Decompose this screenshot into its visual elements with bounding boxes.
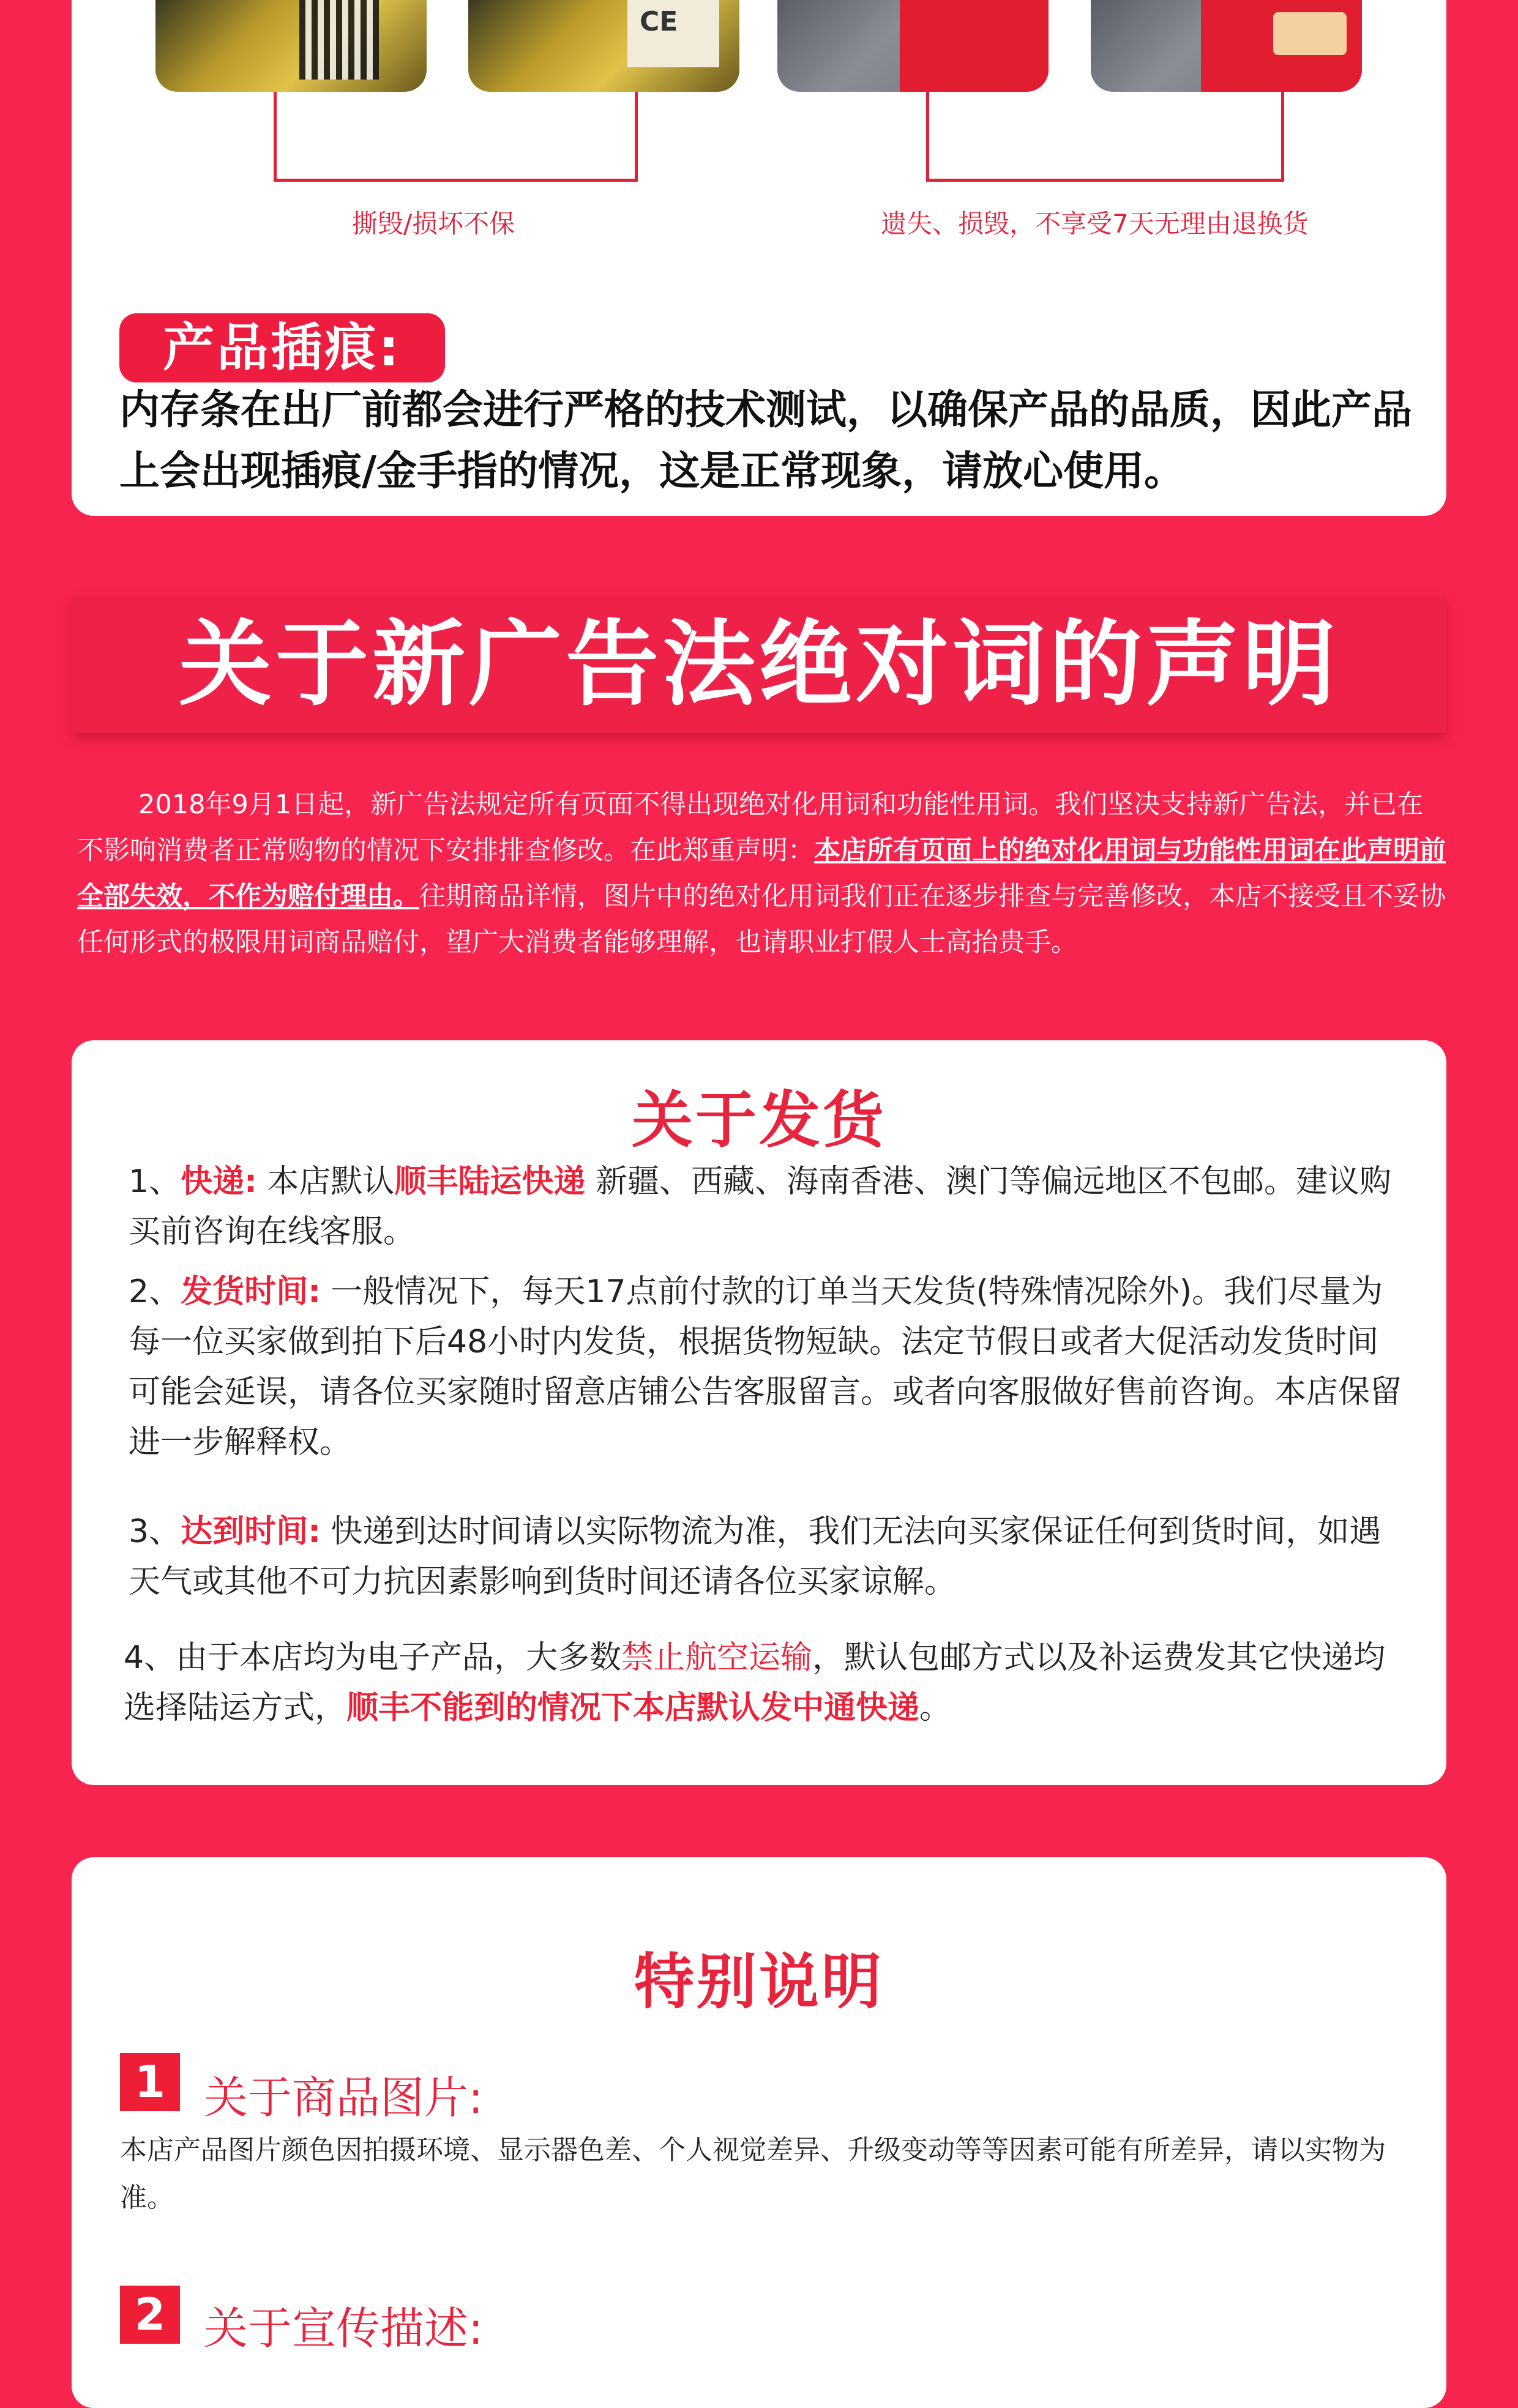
insertion-marks-badge: 产品插痕:: [119, 313, 445, 382]
section-number-2: 2: [120, 2286, 180, 2344]
statement-underlined: 本店所有页面上的绝对化用词与功能性用词在此声明前全部失效，不作为赔付理由。: [77, 835, 1446, 912]
item-text: 一般情况下，每天17点前付款的订单当天发货(特殊情况除外)。我们尽量为每一位买家做到拍下后48小时内发货，根据货物短缺。法定节假日或者大促活动发货时间可能会延误，请各位买家随时留意店铺公告客服留言。或者向客服做好售前咨询。本店保留进一步解释权。: [129, 1273, 1402, 1461]
item-text: 。: [919, 1690, 952, 1726]
item-number: 1、: [129, 1163, 181, 1200]
statement-part-1: 2018年9月1日起，新广告法规定所有页面不得出现绝对化用词和功能性用词。我们坚决支持新广告法，并已在不影响消费者正常购物的情况下安排排查修改。在此郑重声明：: [77, 789, 1424, 866]
ad-law-statement-title: 关于新广告法绝对词的声明: [72, 597, 1446, 732]
red-package-image: [900, 0, 1049, 92]
section-number-1: 1: [120, 2053, 180, 2111]
item-highlight: 禁止航空运输: [621, 1639, 813, 1676]
caption-lost-damaged: 遗失、损毁，不享受7天无理由退换货: [881, 209, 1309, 239]
item-text: 快递到达时间请以实际物流为准，我们无法向买家保证任何到货时间，如遇天气或其他不可力抗因素影响到货时间还请各位买家谅解。: [129, 1513, 1382, 1600]
shipping-item-4: [124, 1633, 1397, 1733]
item-label: 达到时间:: [181, 1513, 321, 1550]
item-number: 2、: [129, 1273, 181, 1310]
insertion-marks-description: 内存条在出厂前都会进行严格的技术测试，以确保产品的品质，因此产品上会出现插痕/金手指的情况，这是正常现象，请放心使用。: [119, 386, 1412, 494]
shipping-item-1: [129, 1157, 1402, 1257]
caption-tear-damage: 撕毁/损坏不保: [352, 209, 515, 239]
section-heading-promo-description: 关于宣传描述:: [204, 2303, 484, 2354]
item-text: ，默认包邮方式以及补运费发其它快递均选择陆运方式，: [124, 1639, 1386, 1726]
product-photo-qr-label: [155, 0, 427, 92]
product-photo-box-1: [777, 0, 1049, 92]
item-text: 本店默认: [256, 1163, 395, 1200]
product-photo-box-2: [1091, 0, 1362, 92]
warranty-card: [72, 0, 1446, 516]
item-text: 新疆、西藏、海南香港、澳门等偏远地区不包邮。建议购买前咨询在线客服。: [129, 1163, 1391, 1250]
special-notes-card: [72, 1857, 1446, 2408]
section-text-product-images: 本店产品图片颜色因拍摄环境、显示器色差、个人视觉差异、升级变动等等因素可能有所差异，请以实物为准。: [120, 2134, 1386, 2213]
shipping-card: [72, 1040, 1446, 1785]
shipping-item-3: [129, 1507, 1402, 1607]
item-highlight: 顺丰不能到的情况下本店默认发中通快递: [346, 1690, 920, 1726]
qr-code-image: [299, 0, 379, 80]
shipping-title: 关于发货: [632, 1084, 886, 1156]
red-package-image: [1201, 0, 1362, 92]
section-heading-product-images: 关于商品图片:: [204, 2072, 484, 2123]
ad-law-statement-text: [77, 782, 1448, 966]
item-number: 3、: [129, 1513, 181, 1550]
item-label: 快递:: [181, 1163, 257, 1200]
shipping-item-2: [129, 1267, 1402, 1467]
item-label: 发货时间:: [181, 1273, 321, 1310]
statement-part-2: 往期商品详情，图片中的绝对化用词我们正在逐步排查与完善修改，本店不接受且不妥协任何形式的极限用词商品赔付，望广大消费者能够理解，也请职业打假人士高抬贵手。: [77, 881, 1446, 958]
item-text: 4、由于本店均为电子产品，大多数: [124, 1639, 622, 1676]
bracket-line-left: [274, 92, 638, 182]
bracket-line-right: [926, 92, 1284, 182]
product-photo-ce-label: [468, 0, 739, 92]
ce-mark: CE: [627, 0, 719, 67]
item-highlight: 顺丰陆运快递: [394, 1163, 586, 1200]
special-notes-title: 特别说明: [634, 1947, 884, 2017]
